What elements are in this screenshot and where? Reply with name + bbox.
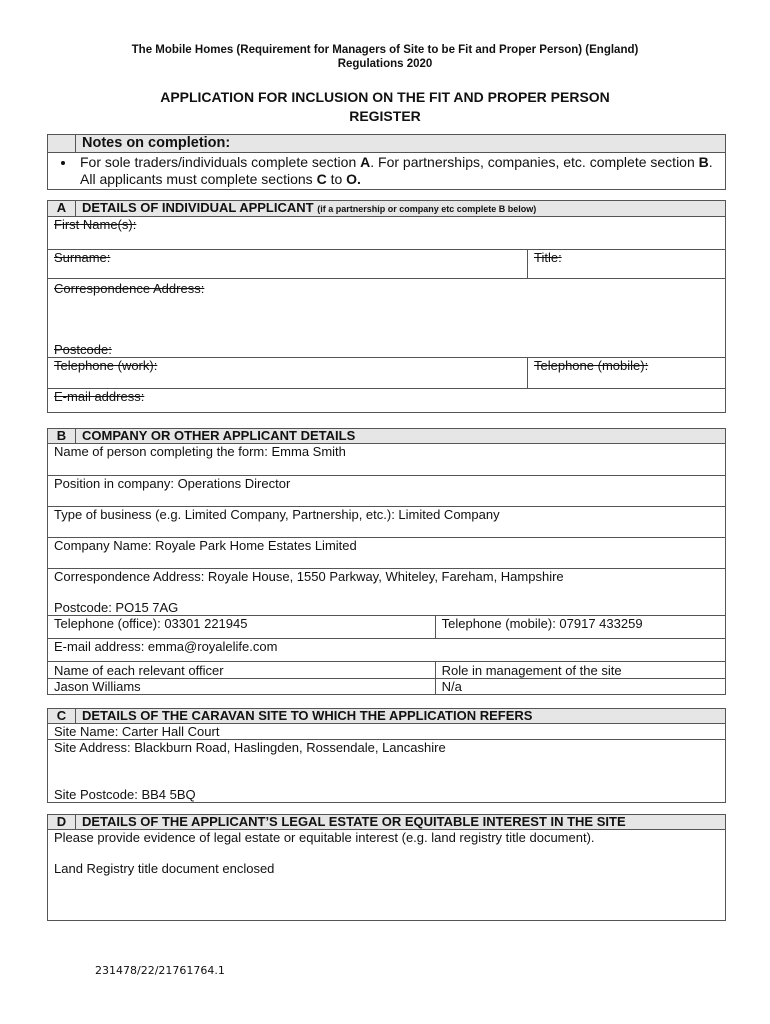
first-names-field: First Name(s): (48, 217, 726, 250)
section-a-letter: A (48, 201, 76, 217)
section-d-table (47, 814, 726, 921)
b-address: Correspondence Address: Royale House, 1550 Parkway, Whiteley, Fareham, Hampshire (54, 569, 564, 584)
c-site-name: Site Name: Carter Hall Court (48, 724, 726, 740)
document-reference: 231478/22/21761764.1 (95, 964, 225, 977)
notes-title-cell (76, 135, 726, 153)
application-title-line-1: APPLICATION FOR INCLUSION ON THE FIT AND PROPER PERSON (160, 89, 610, 105)
a-postcode-label: Postcode: (54, 342, 112, 357)
regulation-line-1: The Mobile Homes (Requirement for Managers of Site to be Fit and Proper Person) (England) (131, 44, 639, 56)
notes-title: Notes on completion: (82, 135, 231, 151)
a-email-field: E-mail address: (48, 389, 726, 413)
a-tel-work-field: Telephone (work): (48, 358, 528, 389)
b-role-value: N/a (435, 679, 725, 695)
section-d-title: DETAILS OF THE APPLICANT’S LEGAL ESTATE OR EQUITABLE INTEREST IN THE SITE (76, 815, 726, 830)
section-b-letter: B (48, 429, 76, 444)
section-a-table (47, 200, 726, 413)
b-postcode: Postcode: PO15 7AG (54, 600, 179, 615)
section-d-letter: D (48, 815, 76, 830)
b-tel-office: Telephone (office): 03301 221945 (48, 616, 436, 639)
section-c-table (47, 708, 726, 803)
b-business-type: Type of business (e.g. Limited Company, Partnership, etc.): Limited Company (48, 507, 726, 538)
b-tel-mobile: Telephone (mobile): 07917 433259 (435, 616, 725, 639)
b-officer-label: Name of each relevant officer (48, 662, 436, 679)
notes-table (47, 134, 726, 190)
regulation-line-2: Regulations 2020 (337, 58, 433, 70)
regulation-title (0, 43, 770, 71)
section-c-title: DETAILS OF THE CARAVAN SITE TO WHICH THE APPLICATION REFERS (76, 709, 726, 724)
c-site-address: Site Address: Blackburn Road, Haslingden, Rossendale, Lancashire (54, 740, 446, 755)
b-position: Position in company: Operations Director (48, 476, 726, 507)
b-email: E-mail address: emma@royalelife.com (48, 639, 726, 662)
b-address-field (48, 569, 726, 616)
a-address-field (48, 279, 726, 358)
application-title (0, 88, 770, 126)
b-officer-value: Jason Williams (48, 679, 436, 695)
b-company-name: Company Name: Royale Park Home Estates Limited (48, 538, 726, 569)
section-a-header (76, 201, 726, 217)
c-site-address-field (48, 740, 726, 803)
surname-field: Surname: (48, 250, 528, 279)
section-a-title: DETAILS OF INDIVIDUAL APPLICANT (82, 200, 314, 215)
d-body (48, 830, 726, 921)
notes-blank-cell (48, 135, 76, 153)
section-c-letter: C (48, 709, 76, 724)
section-a-subtitle: (if a partnership or company etc complete B below) (317, 204, 537, 214)
d-instruction: Please provide evidence of legal estate or equitable interest (e.g. land registry title document). (54, 830, 595, 845)
b-role-label: Role in management of the site (435, 662, 725, 679)
a-address-label: Correspondence Address: (54, 281, 205, 296)
notes-body (48, 153, 726, 190)
section-b-table (47, 428, 726, 695)
title-field: Title: (528, 250, 726, 279)
b-name-person: Name of person completing the form: Emma Smith (48, 444, 726, 476)
d-answer: Land Registry title document enclosed (54, 861, 275, 876)
c-site-postcode: Site Postcode: BB4 5BQ (54, 787, 196, 802)
application-title-line-2: REGISTER (349, 108, 421, 124)
notes-item: • For sole traders/individuals complete section A. For partnerships, companies, etc. complete section B. All applicants must complete sections C to O. (76, 154, 719, 188)
a-tel-mobile-field: Telephone (mobile): (528, 358, 726, 389)
section-b-title: COMPANY OR OTHER APPLICANT DETAILS (76, 429, 726, 444)
